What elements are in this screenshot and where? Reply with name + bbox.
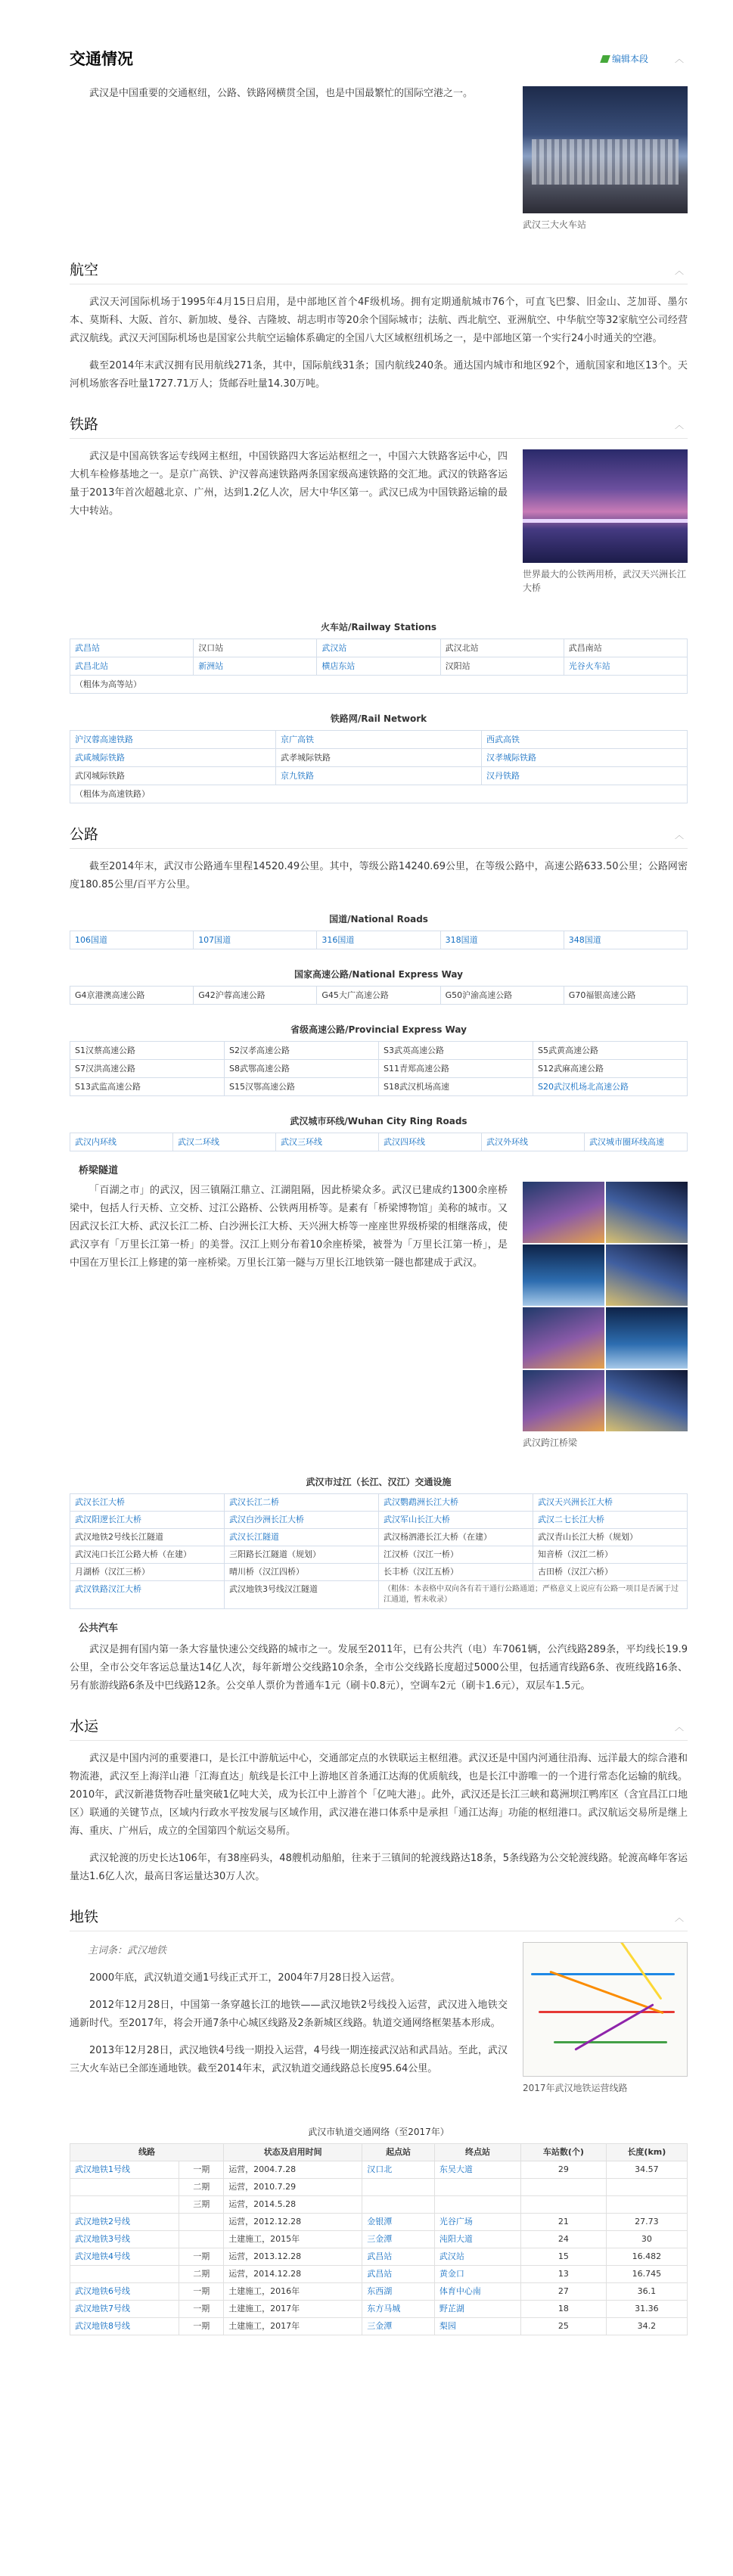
crossing-link[interactable]: 武汉杨泗港长江大桥（在建） [379, 1529, 533, 1546]
aviation-paragraph: 截至2014年末武汉拥有民用航线271条，其中，国际航线31条；国内航线240条。通达国内城市和地区92个，通航国家和地区13个。天河机场旅客吞吐量1727.71万人；货邮吞吐量14.30万吨。 [70, 360, 688, 390]
navbox-title: 武汉城市环线/Wuhan City Ring Roads [290, 1116, 467, 1126]
column-header: 车站数(个) [521, 2144, 607, 2161]
table-cell: 一期 [179, 2318, 224, 2335]
metro-table [70, 2143, 688, 2335]
table-cell[interactable]: 野芷湖 [434, 2301, 520, 2318]
navbox-note: （粗体为高速铁路） [70, 785, 688, 803]
table-cell: 34.2 [606, 2318, 687, 2335]
road-link[interactable]: S20武汉机场北高速公路 [533, 1078, 688, 1096]
table-cell[interactable] [70, 2179, 179, 2196]
table-cell[interactable]: 东吴大道 [434, 2161, 520, 2179]
crossing-link[interactable]: 知音桥（汉江二桥） [533, 1546, 688, 1564]
road-link[interactable]: 武汉内环线 [70, 1133, 173, 1151]
road-link[interactable]: 348国道 [564, 931, 688, 949]
road-link[interactable]: S7汉洪高速公路 [70, 1060, 225, 1078]
bridge-collage-image[interactable] [523, 1182, 688, 1431]
column-header: 终点站 [434, 2144, 520, 2161]
station-link[interactable]: 横店东站 [317, 657, 440, 676]
table-row [70, 2196, 688, 2214]
airport-figure [523, 86, 688, 231]
aviation-paragraph: 武汉天河国际机场于1995年4月15日启用，是中部地区首个4F级机场。拥有定期通航城市76个，可直飞巴黎、旧金山、芝加哥、墨尔本、莫斯科、大阪、首尔、新加坡、曼谷、吉隆坡、胡志明市等20余个国际城市；法航、西北航空、亚洲航空、中华航空等32家航空公司经营武汉航线。武汉天河国际机场也是国家公共航空运输体系确定的全国八大区域枢纽机场之一，是中部地区第一个实行24小时通关的空港。 [70, 297, 688, 344]
table-cell: 31.36 [606, 2301, 687, 2318]
railway-paragraph: 武汉是中国高铁客运专线网主枢纽，中国铁路四大客运站枢纽之一，中国六大铁路客运中心，四大机车检修基地之一。是京广高铁、沪汉蓉高速铁路两条国家级高速铁路的交汇地。武汉的铁路客运量于2013年首次超越北京、广州，达到1.2亿人次，居大中华区第一。武汉已成为中国铁路运输的最大中转站。 [70, 451, 508, 517]
table-cell: 一期 [179, 2301, 224, 2318]
table-cell[interactable]: 沌阳大道 [434, 2231, 520, 2248]
bridge-figure [523, 449, 688, 595]
table-cell[interactable] [434, 2196, 520, 2214]
crossing-link[interactable]: 武汉长江二桥 [225, 1494, 379, 1512]
navbox-title: 铁路网/Rail Network [330, 713, 427, 724]
table-cell: 13 [521, 2266, 607, 2283]
table-cell: 36.1 [606, 2283, 687, 2301]
table-header-row [70, 2144, 688, 2161]
table-cell[interactable]: 体育中心南 [434, 2283, 520, 2301]
station-link[interactable]: 光谷火车站 [564, 657, 688, 676]
road-link[interactable]: G4京港澳高速公路 [70, 987, 194, 1005]
road-link[interactable]: 318国道 [441, 931, 564, 949]
table-cell: 25 [521, 2318, 607, 2335]
road-link[interactable]: 316国道 [317, 931, 440, 949]
road-link[interactable]: 106国道 [70, 931, 194, 949]
navbox-title: 国家高速公路/National Express Way [294, 969, 463, 980]
table-cell: 21 [521, 2214, 607, 2231]
road-link[interactable]: G42沪蓉高速公路 [194, 987, 317, 1005]
column-header: 状态及启用时间 [224, 2144, 362, 2161]
crossing-link[interactable]: 江汉桥（汉江一桥） [379, 1546, 533, 1564]
pencil-icon [600, 55, 610, 63]
table-cell[interactable]: 武昌站 [362, 2248, 435, 2266]
table-cell: 运营，2014.12.28 [224, 2266, 362, 2283]
section-header-transport [70, 30, 688, 76]
crossing-link[interactable]: 武汉二七长江大桥 [533, 1512, 688, 1529]
table-cell: 运营，2004.7.28 [224, 2161, 362, 2179]
metro-map-image[interactable] [523, 1942, 688, 2077]
table-cell: 运营，2012.12.28 [224, 2214, 362, 2231]
table-cell: 运营，2010.7.29 [224, 2179, 362, 2196]
road-link[interactable]: 107国道 [194, 931, 317, 949]
image-caption: 武汉三大火车站 [523, 219, 587, 230]
table-row [70, 2214, 688, 2231]
section-heading-railway: 铁路 ︿ [70, 410, 688, 439]
river-crossings-grid [70, 1493, 688, 1609]
table-cell[interactable]: 武汉地铁6号线 [70, 2283, 179, 2301]
railway-link[interactable]: 武冈城际铁路 [70, 767, 276, 785]
road-link[interactable]: S5武黄高速公路 [533, 1042, 688, 1060]
chevron-up-icon[interactable]: ︿ [674, 1913, 684, 1923]
table-cell [521, 2179, 607, 2196]
section-heading-aviation: 航空 ︿ [70, 256, 688, 284]
road-link[interactable]: G70福银高速公路 [564, 987, 688, 1005]
station-link[interactable]: 汉阳站 [441, 657, 564, 676]
crossing-link[interactable]: 长丰桥（汉江五桥） [379, 1564, 533, 1581]
station-link[interactable]: 汉口站 [194, 639, 317, 657]
image-caption: 武汉跨江桥梁 [523, 1437, 578, 1448]
table-cell[interactable] [70, 2196, 179, 2214]
station-link[interactable]: 武昌站 [70, 639, 194, 657]
road-link[interactable]: S13武监高速公路 [70, 1078, 225, 1096]
navbox-railway-stations [70, 616, 688, 694]
road-link[interactable]: 武汉城市圈环线高速 [585, 1133, 688, 1151]
table-cell[interactable]: 汉口北 [362, 2161, 435, 2179]
image-caption: 世界最大的公铁两用桥，武汉天兴洲长江大桥 [523, 569, 687, 593]
table-cell [179, 2231, 224, 2248]
road-link[interactable]: S1汉蔡高速公路 [70, 1042, 225, 1060]
bridge-image[interactable] [523, 449, 688, 563]
main-entry-link[interactable]: 主词条：武汉地铁 [88, 1945, 167, 1956]
table-cell: 一期 [179, 2283, 224, 2301]
navbox-rail-network [70, 707, 688, 803]
station-link[interactable]: 新洲站 [194, 657, 317, 676]
navbox-ring-roads [70, 1110, 688, 1151]
railway-link[interactable]: 京九铁路 [276, 767, 482, 785]
table-cell[interactable]: 武汉地铁8号线 [70, 2318, 179, 2335]
crossing-link[interactable]: 武汉地铁2号线长江隧道 [70, 1529, 225, 1546]
crossing-link[interactable]: 武汉阳逻长江大桥 [70, 1512, 225, 1529]
navbox-note: （粗体：本表格中双向各有若干通行公路通道；严格意义上说应有公路一项目是否属于过江通道，暂未收录） [379, 1581, 688, 1609]
navbox-note: （粗体为高等站） [70, 676, 688, 694]
table-cell: 27.73 [606, 2214, 687, 2231]
column-header: 长度(km) [606, 2144, 687, 2161]
bridges-paragraph: 「百湖之市」的武汉，因三镇隔江鼎立、江湖阻隔，因此桥梁众多。武汉已建成约1300余座桥梁中，包括人行天桥、立交桥、过江公路桥、公铁两用桥等。是素有「桥梁博物馆」美称的城市。又因武汉长江大桥、武汉长江二桥、白沙洲长江大桥、天兴洲大桥等一座座世界级桥梁的相继落成，使武汉享有「万里长江第一桥」的美誉。汉江上则分布着10余座桥梁，被誉为「万里长江第一桥」，是中国在万里长江上修建的第一座桥梁。万里长江第一隧与万里长江地铁第一隧也都建成于武汉。 [70, 1185, 508, 1269]
crossing-link[interactable]: 武汉长江隧道 [225, 1529, 379, 1546]
table-cell[interactable]: 武汉地铁7号线 [70, 2301, 179, 2318]
road-link[interactable]: S12武麻高速公路 [533, 1060, 688, 1078]
table-cell: 24 [521, 2231, 607, 2248]
crossing-link[interactable]: 武汉军山长江大桥 [379, 1512, 533, 1529]
station-link[interactable]: 武汉北站 [441, 639, 564, 657]
table-cell[interactable] [362, 2196, 435, 2214]
rail-network-grid [70, 730, 688, 803]
road-link[interactable]: 武汉三环线 [276, 1133, 379, 1151]
road-link[interactable]: 武汉四环线 [379, 1133, 482, 1151]
intro-paragraph: 武汉是中国重要的交通枢纽，公路、铁路网横贯全国，也是中国最繁忙的国际空港之一。 [89, 88, 474, 99]
water-paragraph: 武汉轮渡的历史长达106年，有38座码头，48艘机动船舶，往来于三镇间的轮渡线路达18条，5条线路为公交轮渡线路。轮渡高峰年客运量达1.6亿人次，最高日客运量达30万人次。 [70, 1853, 688, 1882]
table-cell: 16.482 [606, 2248, 687, 2266]
subheading-bridges: 桥梁隧道 [79, 1165, 119, 1176]
chevron-up-icon[interactable]: ︿ [674, 1722, 684, 1732]
table-row [70, 2318, 688, 2335]
airport-image[interactable] [523, 86, 688, 213]
highway-paragraph: 截至2014年末，武汉市公路通车里程14520.49公里。其中，等级公路14240.69公里，在等级公路中，高速公路633.50公里；公路网密度180.85公里/百平方公里。 [70, 861, 688, 890]
road-link[interactable]: S2汉孝高速公路 [225, 1042, 379, 1060]
table-cell[interactable]: 武汉站 [434, 2248, 520, 2266]
table-cell: 土建施工，2017年 [224, 2301, 362, 2318]
table-cell: 土建施工，2015年 [224, 2231, 362, 2248]
table-cell[interactable]: 三金潭 [362, 2231, 435, 2248]
table-cell: 27 [521, 2283, 607, 2301]
table-cell: 18 [521, 2301, 607, 2318]
railway-link[interactable]: 汉丹铁路 [482, 767, 688, 785]
table-cell [179, 2214, 224, 2231]
table-row [70, 2266, 688, 2283]
expressway-grid [70, 986, 688, 1005]
road-link[interactable]: 武汉外环线 [482, 1133, 585, 1151]
table-cell[interactable]: 武汉地铁3号线 [70, 2231, 179, 2248]
page-title: 交通情况 [70, 50, 133, 68]
table-cell[interactable]: 武昌站 [362, 2266, 435, 2283]
metro-map-figure [523, 1942, 688, 2095]
water-paragraph: 武汉是中国内河的重要港口，是长江中游航运中心，交通部定点的水铁联运主枢纽港。武汉还是中国内河通往沿海、远洋最大的综合港和物流港，武汉至上海洋山港「江海直达」航线是长江中上游地区首条通江达海的优质航线，也是长江中游唯一的一个进行常态化运输的航线。2010年，武汉新港货物吞吐量突破1亿吨大关，成为长江中上游首个「亿吨大港」。此外，武汉还是长江三峡和葛洲坝江鸭库区（含宜昌江口地区）联通的关键节点，区域内行政水平按发展与区域作用，武汉港在港口体系中是承担「通江达海」功能的枢纽港口。武汉航运交易所是继上海、重庆、广州后，成立的全国第四个航运交易所。 [70, 1753, 688, 1837]
crossing-link[interactable]: 武汉沌口长江公路大桥（在建） [70, 1546, 225, 1564]
chevron-up-icon[interactable]: ︿ [674, 266, 684, 276]
navbox-title: 省级高速公路/Provincial Express Way [290, 1024, 467, 1035]
table-cell[interactable]: 梨园 [434, 2318, 520, 2335]
table-row [70, 2248, 688, 2266]
table-cell: 16.745 [606, 2266, 687, 2283]
station-grid [70, 639, 688, 694]
table-cell [606, 2196, 687, 2214]
crossing-link[interactable]: 晴川桥（汉江四桥） [225, 1564, 379, 1581]
crossing-link[interactable]: 武汉地铁3号线汉江隧道 [225, 1581, 379, 1609]
road-link[interactable]: S15汉鄂高速公路 [225, 1078, 379, 1096]
crossing-link[interactable]: 武汉天兴洲长江大桥 [533, 1494, 688, 1512]
image-caption: 2017年武汉地铁运营线路 [523, 2083, 628, 2093]
section-heading-metro: 地铁 ︿ [70, 1903, 688, 1931]
table-cell[interactable] [362, 2179, 435, 2196]
edit-section-link[interactable]: 编辑本段 [601, 50, 648, 68]
station-link[interactable]: 武昌北站 [70, 657, 194, 676]
table-cell: 34.57 [606, 2161, 687, 2179]
railway-link[interactable]: 武孝城际铁路 [276, 749, 482, 767]
table-cell[interactable]: 东西湖 [362, 2283, 435, 2301]
national-roads-grid [70, 931, 688, 949]
river-crossings-figure [523, 1182, 688, 1450]
road-link[interactable]: S11青郑高速公路 [379, 1060, 533, 1078]
navbox-title: 武汉市过江（长江、汉江）交通设施 [306, 1477, 452, 1487]
bus-paragraph: 武汉是拥有国内第一条大容量快速公交线路的城市之一。发展至2011年，已有公共汽（电）车7061辆，公汽线路289条，平均线长19.9公里，全市公交年客运总量达14亿人次，每年新增公交线路10余条，全市公交线路长度超过5000公里，包括通宵线路6条、夜班线路16条、另有旅游线路6条及中巴线路12条。公交单人票价为普通车1元（刷卡0.8元），空调车2元（刷卡1.6元），双层车1.5元。 [70, 1644, 688, 1692]
crossing-link[interactable]: 古田桥（汉江六桥） [533, 1564, 688, 1581]
table-cell: 运营，2014.5.28 [224, 2196, 362, 2214]
column-header: 起点站 [362, 2144, 435, 2161]
section-heading-highway: 公路 ︿ [70, 820, 688, 849]
crossing-link[interactable]: 月湖桥（汉江三桥） [70, 1564, 225, 1581]
metro-paragraph: 2000年底，武汉轨道交通1号线正式开工，2004年7月28日投入运营。 [89, 1972, 401, 1984]
table-cell[interactable]: 黄金口 [434, 2266, 520, 2283]
table-cell[interactable]: 光谷广场 [434, 2214, 520, 2231]
crossing-link[interactable]: 武汉青山长江大桥（规划） [533, 1529, 688, 1546]
table-cell: 三期 [179, 2196, 224, 2214]
crossing-link[interactable]: 武汉长江大桥 [70, 1494, 225, 1512]
table-cell [606, 2179, 687, 2196]
table-cell[interactable]: 三金潭 [362, 2318, 435, 2335]
railway-link[interactable]: 西武高铁 [482, 731, 688, 749]
table-row [70, 2179, 688, 2196]
navbox-title: 国道/National Roads [329, 914, 428, 924]
railway-link[interactable]: 京广高铁 [276, 731, 482, 749]
table-cell: 二期 [179, 2179, 224, 2196]
road-link[interactable]: G45大广高速公路 [317, 987, 440, 1005]
railway-link[interactable]: 武咸城际铁路 [70, 749, 276, 767]
railway-link[interactable]: 汉孝城际铁路 [482, 749, 688, 767]
subheading-bus: 公共汽车 [79, 1623, 119, 1634]
column-header: 线路 [70, 2144, 224, 2161]
table-row [70, 2283, 688, 2301]
table-cell[interactable]: 武汉地铁2号线 [70, 2214, 179, 2231]
table-cell[interactable] [70, 2266, 179, 2283]
table-row [70, 2161, 688, 2179]
table-cell: 30 [606, 2231, 687, 2248]
chevron-up-icon[interactable]: ︿ [674, 830, 684, 841]
navbox-national-roads [70, 908, 688, 949]
metro-paragraph: 2013年12月28日，武汉地铁4号线一期投入运营，4号线一期连接武汉站和武昌站。至此，武汉三大火车站已全部连通地铁。截至2014年末，武汉轨道交通线路总长度95.64公里。 [70, 2045, 508, 2074]
table-cell[interactable]: 武汉地铁4号线 [70, 2248, 179, 2266]
table-cell: 土建施工，2016年 [224, 2283, 362, 2301]
section-heading-water: 水运 ︿ [70, 1712, 688, 1741]
table-cell: 29 [521, 2161, 607, 2179]
table-cell[interactable]: 东方马城 [362, 2301, 435, 2318]
road-link[interactable]: S3武英高速公路 [379, 1042, 533, 1060]
table-cell [521, 2196, 607, 2214]
road-link[interactable]: 武汉二环线 [173, 1133, 276, 1151]
navbox-national-expressways [70, 963, 688, 1005]
table-cell: 运营，2013.12.28 [224, 2248, 362, 2266]
table-cell: 一期 [179, 2161, 224, 2179]
table-cell[interactable] [434, 2179, 520, 2196]
station-link[interactable]: 武昌南站 [564, 639, 688, 657]
ring-roads-grid [70, 1133, 688, 1151]
table-cell: 土建施工，2017年 [224, 2318, 362, 2335]
road-link[interactable]: S18武汉机场高速 [379, 1078, 533, 1096]
table-cell[interactable]: 武汉地铁1号线 [70, 2161, 179, 2179]
crossing-link[interactable]: 武汉白沙洲长江大桥 [225, 1512, 379, 1529]
chevron-up-icon[interactable]: ︿ [674, 54, 684, 64]
crossing-link[interactable]: 武汉铁路汉江大桥 [70, 1581, 225, 1609]
table-cell[interactable]: 金银潭 [362, 2214, 435, 2231]
road-link[interactable]: S8武鄂高速公路 [225, 1060, 379, 1078]
table-row [70, 2231, 688, 2248]
crossing-link[interactable]: 武汉鹦鹉洲长江大桥 [379, 1494, 533, 1512]
road-link[interactable]: G50沪渝高速公路 [441, 987, 564, 1005]
chevron-up-icon[interactable]: ︿ [674, 420, 684, 430]
station-link[interactable]: 武汉站 [317, 639, 440, 657]
metro-paragraph: 2012年12月28日，中国第一条穿越长江的地铁——武汉地铁2号线投入运营，武汉进入地铁交通新时代。至2017年，将会开通7条中心城区线路及2条新城区线路。轨道交通网络框架基本形成。 [70, 2000, 508, 2029]
navbox-title: 火车站/Railway Stations [320, 622, 437, 632]
table-cell: 15 [521, 2248, 607, 2266]
table-cell: 一期 [179, 2248, 224, 2266]
crossing-link[interactable]: 三阳路长江隧道（规划） [225, 1546, 379, 1564]
navbox-river-crossings [70, 1471, 688, 1609]
table-row [70, 2301, 688, 2318]
table-cell: 二期 [179, 2266, 224, 2283]
provincial-grid [70, 1041, 688, 1096]
metro-table-title: 武汉市轨道交通网络（至2017年） [308, 2127, 449, 2137]
navbox-provincial-expressways [70, 1018, 688, 1096]
railway-link[interactable]: 沪汉蓉高速铁路 [70, 731, 276, 749]
